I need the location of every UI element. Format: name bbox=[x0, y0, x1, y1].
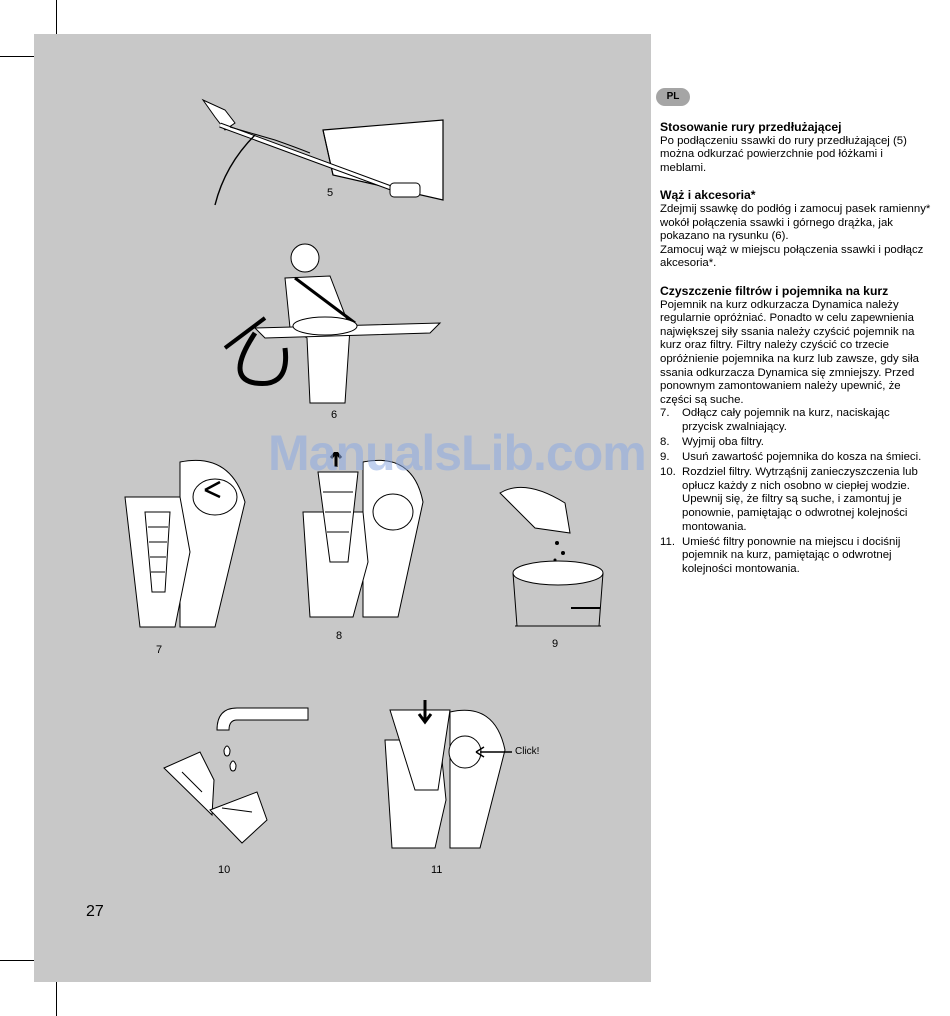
section-title-hose: Wąż i akcesoria* bbox=[660, 188, 756, 203]
text-column bbox=[660, 121, 932, 578]
figure-8-caption: 8 bbox=[336, 630, 343, 642]
figure-11-caption: 11 bbox=[431, 864, 443, 876]
list-item bbox=[660, 466, 932, 534]
figure-5-caption: 5 bbox=[327, 187, 334, 199]
section-body-hose-2: Zamocuj wąż w miejscu połączenia ssawki i podłącz akcesoria*. bbox=[660, 243, 924, 270]
refit-container-illustration bbox=[380, 700, 515, 850]
vacuum-under-bed-illustration bbox=[195, 95, 455, 210]
shoulder-strap-illustration bbox=[215, 238, 465, 408]
figure-11 bbox=[380, 700, 515, 850]
figure-10 bbox=[162, 700, 312, 845]
step-text: Wyjmij oba filtry. bbox=[682, 435, 764, 448]
release-container-illustration bbox=[120, 452, 250, 630]
list-item bbox=[660, 436, 932, 450]
step-number: 10. bbox=[660, 466, 676, 479]
step-text: Rozdziel filtry. Wytrząśnij zanieczyszczenia lub opłucz każdy z nich osobno w ciepłej wodzie. Upewnij się, że filtry są suche, i zamontuj je ponownie, pamiętając o odwrotnej kolejności montowania. bbox=[682, 466, 918, 533]
figure-7 bbox=[120, 452, 250, 630]
list-item bbox=[660, 536, 932, 577]
list-item bbox=[660, 451, 932, 465]
list-item bbox=[660, 407, 932, 434]
crop-mark bbox=[56, 976, 57, 1016]
figure-5 bbox=[195, 95, 455, 210]
figure-6-caption: 6 bbox=[331, 409, 338, 421]
step-text: Umieść filtry ponownie na miejscu i dociśnij pojemnik na kurz, pamiętając o odwrotnej kolejności montowania. bbox=[682, 535, 901, 575]
step-number: 8. bbox=[660, 435, 670, 448]
figure-9-caption: 9 bbox=[552, 638, 559, 650]
empty-bin-illustration bbox=[495, 478, 615, 628]
section-title-extension: Stosowanie rury przedłużającej bbox=[660, 120, 842, 134]
steps-list bbox=[660, 407, 932, 576]
step-number: 9. bbox=[660, 451, 670, 464]
language-badge: PL bbox=[656, 88, 690, 106]
section-body-hose-1: Zdejmij ssawkę do podłóg i zamocuj pasek ramienny* wokół połączenia ssawki i górnego drążka, jak pokazano na rysunku (6). bbox=[660, 202, 931, 243]
page-number: 27 bbox=[86, 903, 104, 920]
figure-7-caption: 7 bbox=[156, 644, 163, 656]
step-number: 7. bbox=[660, 407, 670, 420]
step-text: Odłącz cały pojemnik na kurz, naciskając przycisk zwalniający. bbox=[682, 407, 890, 433]
section-body-extension: Po podłączeniu ssawki do rury przedłużającej (5) można odkurzać powierzchnie pod łóżkami i meblami. bbox=[660, 134, 907, 174]
watermark: ManualsLib.com bbox=[268, 425, 646, 481]
step-text: Usuń zawartość pojemnika do kosza na śmieci. bbox=[682, 451, 922, 464]
step-number: 11. bbox=[660, 535, 675, 548]
section-title-filters: Czyszczenie filtrów i pojemnika na kurz bbox=[660, 283, 889, 298]
rinse-filters-illustration bbox=[162, 700, 312, 845]
figure-9 bbox=[495, 478, 615, 628]
section-body-filters: Pojemnik na kurz odkurzacza Dynamica należy regularnie opróżniać. Ponadto w celu zapewnienia największej siły ssania należy czyścić pojemnik na kurz oraz filtry. Filtry należy czyścić co trzecie opróżnienie pojemnika na kurz lub zawsze, gdy siła ssania odkurzacza Dynamica się zmniejszy. Przed ponownym zamontowaniem należy upewnić, że części są suche. bbox=[660, 298, 919, 406]
figure-6 bbox=[215, 238, 465, 408]
figure-11-callout: Click! bbox=[515, 746, 540, 757]
figure-10-caption: 10 bbox=[218, 864, 231, 876]
